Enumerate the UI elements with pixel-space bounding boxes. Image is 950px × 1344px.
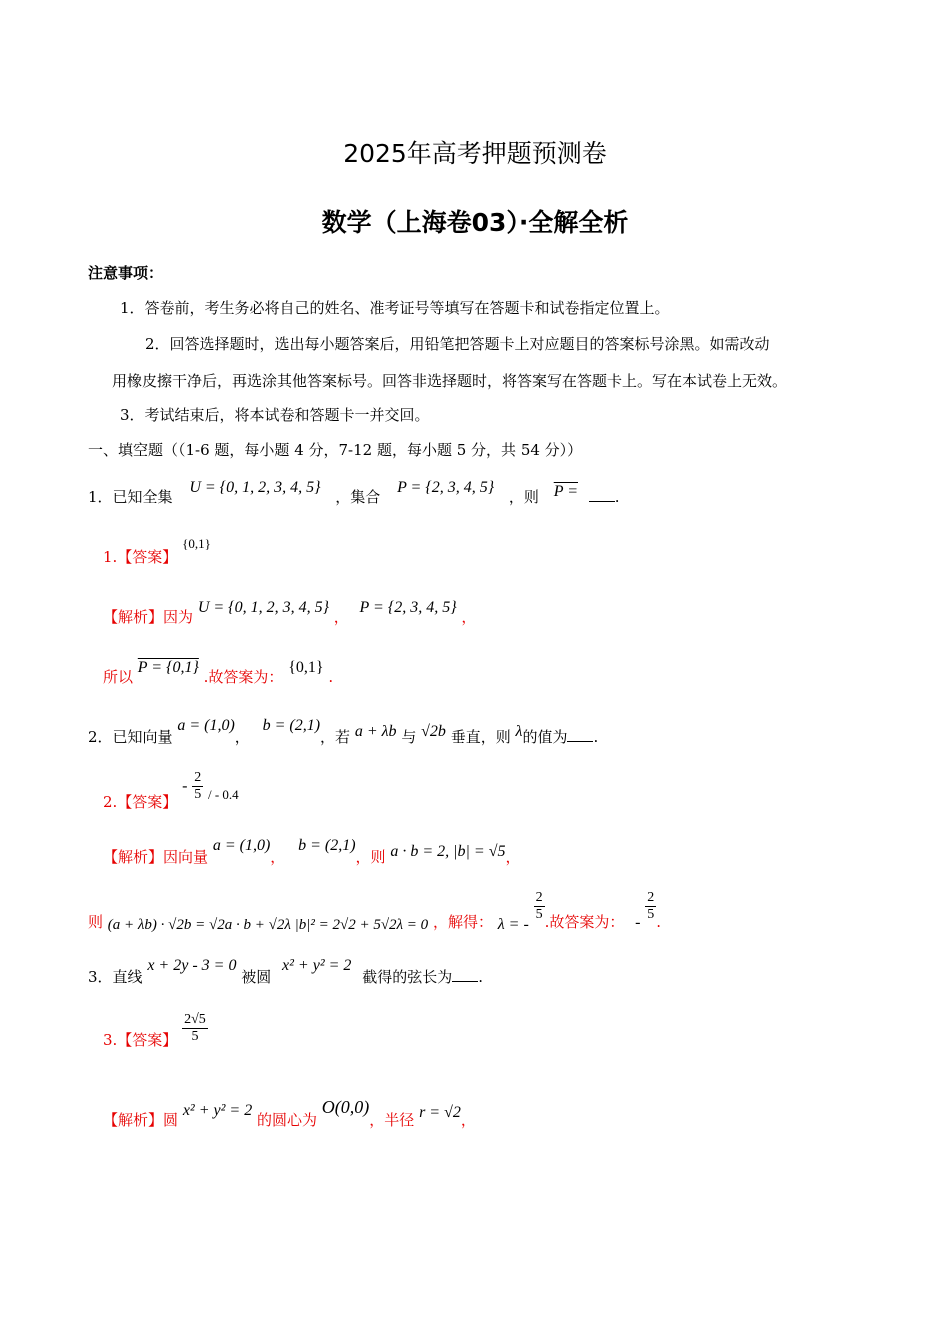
q3-suffix: 截得的弦长为 [362, 968, 453, 986]
q1-answer-blank [589, 487, 615, 502]
q2-comma: ， [234, 728, 250, 746]
q2-sol-text1: 因向量 [163, 848, 209, 866]
q1-mid: ，集合 [335, 488, 381, 506]
q3-sol-text3: ，半径 [369, 1111, 415, 1129]
q3-answer-fraction [182, 1012, 208, 1045]
q2-sol-comma2: ， [505, 848, 521, 866]
q2-answer-fraction [192, 770, 203, 803]
q3-prefix: 3．直线 [88, 968, 143, 986]
q1-suffix: ，则 [508, 488, 539, 506]
q3-sol-center: O(0,0) [321, 1097, 370, 1117]
q2-solution-line-1 [103, 837, 521, 867]
q1-universal-set: U = {0, 1, 2, 3, 4, 5} [189, 479, 321, 496]
q2-lambda: λ [515, 723, 523, 740]
q3-answer-blank [452, 967, 478, 982]
question-2 [88, 717, 599, 747]
q1-sol-end: . [328, 668, 334, 686]
q3-sol-circle: x² + y² = 2 [182, 1102, 253, 1119]
q1-sol-u: U = {0, 1, 2, 3, 4, 5} [197, 599, 329, 616]
q3-sol-label: 【解析】 [103, 1111, 164, 1129]
q1-sol-final: {0,1} [288, 659, 324, 676]
page-subtitle: 数学（上海卷03）·全解全析 [321, 208, 629, 237]
notice-heading: 注意事项： [88, 264, 164, 282]
q2-line2-den2: 5 [647, 907, 655, 923]
q2-line2-expr: (a + λb) · √2b = √2a · b + √2λ |b|² = 2√2 + 5√2λ = 0 [107, 916, 429, 933]
q3-line-equation: x + 2y - 3 = 0 [147, 957, 237, 974]
q2-line2-fraction-2 [645, 890, 656, 923]
q2-sol-b: b = (2,1) [298, 837, 356, 854]
q2-sol-comma: ， [270, 848, 286, 866]
q2-line2-text2: ，解得： [432, 912, 493, 931]
q2-answer-minus: - [182, 777, 188, 795]
q2-line2-den: 5 [535, 907, 543, 923]
q2-answer-den: 5 [194, 787, 202, 803]
q1-complement: P = [553, 483, 578, 500]
q1-sol-text1: 因为 [163, 608, 194, 626]
q1-end: . [614, 488, 620, 506]
q1-answer [103, 536, 211, 567]
q1-sol-p: P = {2, 3, 4, 5} [359, 599, 457, 616]
q1-solution-line-2 [103, 659, 334, 687]
q2-vector-b: b = (2,1) [262, 717, 321, 734]
notice-item-1: 1．答卷前，考生务必将自己的姓名、准考证号等填写在答题卡和试卷指定位置上。 [120, 299, 670, 317]
q1-sol-text3: .故答案为： [203, 668, 284, 686]
q3-sol-text2: 的圆心为 [256, 1111, 317, 1129]
q2-line2-text3: .故答案为： [544, 912, 625, 931]
notice-item-3: 3．考试结束后，将本试卷和答题卡一并交回。 [120, 406, 430, 424]
q2-line2-end: . [656, 912, 662, 931]
q2-expr: a + λb [354, 723, 397, 740]
q3-solution-line-1 [103, 1097, 476, 1130]
q1-set-p: P = {2, 3, 4, 5} [397, 479, 495, 496]
q2-answer-num: 2 [192, 770, 203, 787]
q2-sqrt2b: √2b [421, 723, 446, 740]
q2-suffix2: 的值为 [522, 728, 568, 746]
page-title: 2025年高考押题预测卷 [343, 139, 607, 168]
q3-sol-radius: r = √2 [419, 1104, 461, 1121]
notice-item-2a: 2．回答选择题时，选出每小题答案后，用铅笔把答题卡上对应题目的答案标号涂黑。如需改动 [145, 335, 770, 353]
q2-sol-dot: a · b = 2, |b| = √5 [390, 843, 506, 860]
q2-prefix: 2．已知向量 [88, 728, 173, 746]
section-heading: 一、填空题（（1-6 题，每小题 4 分，7-12 题，每小题 5 分，共 54 分）） [88, 441, 583, 459]
q1-sol-comma2: ， [461, 608, 477, 626]
q2-answer-alt: / - 0.4 [207, 786, 239, 802]
q3-mid: 被圆 [241, 968, 272, 986]
q2-line2-num2: 2 [645, 890, 656, 907]
notice-item-2b: 用橡皮擦干净后，再选涂其他答案标号。回答非选择题时，将答案写在答题卡上。写在本试卷上无效。 [112, 372, 788, 390]
q2-solution-line-2 [88, 890, 662, 933]
q3-sol-text1: 圆 [163, 1111, 179, 1129]
q3-sol-end: ， [460, 1111, 476, 1129]
q2-line2-text: 则 [88, 912, 104, 931]
q2-with: 与 [401, 728, 417, 746]
q2-answer [103, 770, 239, 811]
q3-end: . [478, 968, 483, 986]
question-1 [88, 479, 620, 507]
q3-circle-equation: x² + y² = 2 [282, 957, 352, 974]
q2-line2-fraction [534, 890, 545, 923]
q3-answer-num: 2√5 [182, 1012, 208, 1029]
q1-sol-complement: P = {0,1} [137, 659, 199, 676]
q2-end: . [593, 728, 599, 746]
q2-line2-num: 2 [534, 890, 545, 907]
question-3 [88, 957, 483, 987]
q1-answer-label: 1.【答案】 [103, 548, 178, 566]
q2-mid: ，若 [320, 728, 351, 746]
q1-sol-label: 【解析】 [103, 608, 164, 626]
q2-answer-blank [567, 727, 593, 742]
q3-answer-den: 5 [191, 1029, 199, 1045]
q1-answer-value: {0,1} [182, 536, 211, 551]
q2-sol-label: 【解析】 [103, 848, 164, 866]
q2-sol-a: a = (1,0) [212, 837, 271, 854]
q3-answer [103, 1012, 208, 1049]
q1-sol-text2: 所以 [103, 668, 134, 686]
q1-sol-comma: ， [333, 608, 349, 626]
q2-line2-lambda: λ = - [497, 915, 529, 933]
q2-line2-minus: - [635, 913, 641, 931]
q2-answer-label: 2.【答案】 [103, 792, 178, 811]
q2-sol-text2: ，则 [355, 848, 386, 866]
q1-solution-line-1 [103, 599, 477, 627]
q2-vector-a: a = (1,0) [177, 717, 235, 734]
q2-suffix: 垂直，则 [450, 728, 511, 746]
q3-answer-label: 3.【答案】 [103, 1030, 178, 1049]
q1-prefix: 1．已知全集 [88, 488, 173, 506]
